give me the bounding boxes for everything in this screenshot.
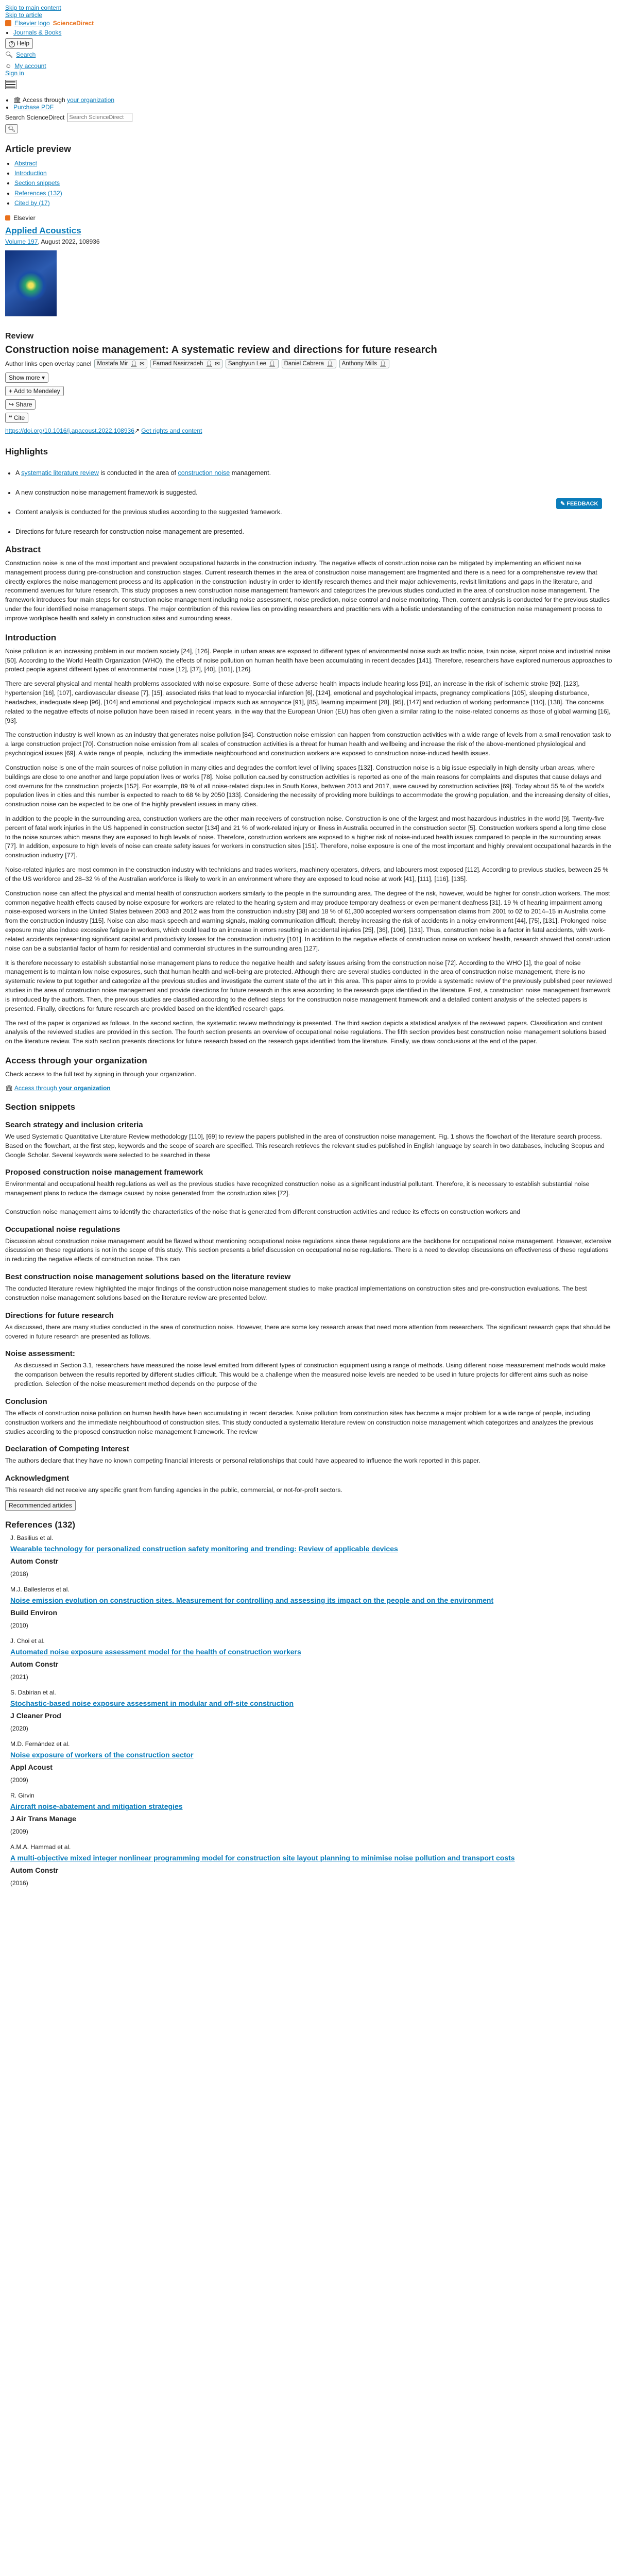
reference-authors: J. Basilius et al.	[10, 1534, 54, 1542]
author-link[interactable]	[226, 359, 279, 368]
search-input[interactable]	[67, 113, 132, 122]
brand-bar	[5, 20, 613, 27]
snippet-text: As discussed, there are many studies conducted in the area of construction noise. However, there are some key research areas that need more attention from researchers. The significant research gaps that should be covered in future research are presented as follows.	[5, 1323, 611, 1340]
author-link[interactable]	[94, 359, 147, 368]
highlight-text: Content analysis is conducted for the previous studies according to the suggested framework.	[15, 508, 282, 516]
article-title: Construction noise management: A systematic review and directions for future research	[5, 344, 437, 355]
chat-icon: ✎	[560, 501, 565, 507]
intro-paragraph: The construction industry is well known as an industry that generates noise pollution [84]. Construction noise emission can happen from construction activities with a wide range of levels from a small renovation task to a large construction project [70]. Construction noise emission from all scales of construction activities is a threat for human health and wellbeing and increase the risk of the above-mentioned physiological and psychological issues [69]. A wide range of people, including the immediate neighbourhood and construction workers are exposed to construction noise-induced health issues.	[5, 731, 611, 757]
highlight-link[interactable]: systematic literature review	[21, 469, 99, 477]
intro-paragraph: The rest of the paper is organized as follows. In the second section, the systematic review methodology is presented. The third section depicts a statistical analysis of the reviewed papers. Classification and content analysis of the reviewed studies are provided in this section. The fourth section presents an overview of occupational noise regulations. The fifth section provides best construction noise management solutions based on the literature review. The sixth section presents directions for future research based on the research gaps identified from the literature. Finally, we draw conclusions at the end of the paper.	[5, 1019, 607, 1045]
snippet	[5, 1168, 613, 1216]
snippet-text: As discussed in Section 3.1, researchers have measured the noise level emitted from different types of construction equipment using a range of methods. Using different noise measurement methods would make the comparison between the results reported by different studies difficult. This would be a challenge when the measured noise levels are needed to be used in future projects for different aims such as noise prediction. Selection of the noise measurement method depends on the purpose of the	[14, 1362, 606, 1388]
access-section-link-row	[5, 1084, 613, 1092]
reference-year: (2016)	[10, 1879, 28, 1887]
share-icon: ↪	[9, 400, 14, 408]
abstract-text: Construction noise is one of the most important and prevalent occupational hazards in the construction industry. The negative effects of construction noise can be mitigated by implementing an efficient noise management process during pre-construction and construction stages. Current research themes in the area of construction noise management are fragmented and there is a need for a comprehensive review that directly explores the noise management process and its application in the construction industry in order to identify research themes and their major achievements, revisit limitations and gaps in the literature, and recommend avenues for future research. This study proposes a new construction noise management framework and categorizes the previous studies conducted in the area of construction noise management. The framework introduces four main steps for construction noise management including noise assessment, noise prediction, noise control and noise monitoring. Then, content analysis is conducted for the previous studies under the four identified noise management steps. The major contribution of this review lies on providing researchers and practitioners with a holistic understanding of the construction noise management process to improve workplace health and safety in construction sites and surrounding areas.	[5, 559, 610, 622]
share-label: Share	[15, 400, 32, 408]
sciencedirect-wordmark: ScienceDirect	[53, 20, 94, 27]
reference-title-link[interactable]: Stochastic-based noise exposure assessment in modular and off-site construction	[10, 1699, 294, 1708]
elsevier-tree-icon	[5, 215, 10, 221]
doi-link[interactable]: https://doi.org/10.1016/j.apacoust.2022.108936	[5, 427, 134, 434]
reference-journal: J Air Trans Manage	[10, 1815, 76, 1823]
publisher-name: Elsevier	[13, 214, 36, 222]
snippet	[5, 1225, 613, 1264]
access-section-heading: Access through your organization	[5, 1056, 147, 1066]
author-name: Mostafa Mir	[97, 360, 128, 367]
reference-journal: Autom Constr	[10, 1866, 59, 1875]
my-account-link[interactable]: My account	[14, 62, 46, 70]
person-icon: 👤︎	[268, 361, 276, 367]
snippet-text: The conducted literature review highlighted the major findings of the construction noise management studies to make practical implementations on construction sites and pre-construction evaluations. The best construction noise management solutions based on the literature review are presented below.	[5, 1285, 587, 1301]
reference-item	[10, 1843, 613, 1887]
menu-icon	[6, 81, 15, 82]
references-list	[5, 1534, 613, 1887]
intro-paragraph: Noise pollution is an increasing problem in our modern society [24], [126]. People in urban areas are exposed to different types of environmental noise such as traffic noise, train noise, airport noise and industrial noise [50]. According to the World Health Organization (WHO), the effects of noise pollution on human health have been accumulating in recent decades [141]. Therefore, researchers have explored numerous approaches to protect people against different types of environmental noise [12], [37], [40], [101], [126].	[5, 647, 612, 673]
email-icon: ✉	[140, 361, 145, 367]
reference-authors: R. Girvin	[10, 1792, 35, 1800]
cite-label: Cite	[13, 414, 25, 421]
reference-title-link[interactable]: Wearable technology for personalized construction safety monitoring and trending: Review of applicable devices	[10, 1545, 398, 1553]
snippet-title: Best construction noise management solutions based on the literature review	[5, 1273, 291, 1282]
preview-references-link[interactable]: References (132)	[14, 189, 62, 197]
reference-journal: Autom Constr	[10, 1660, 59, 1669]
help-row	[5, 38, 613, 49]
highlight-item	[15, 484, 613, 496]
snippet	[5, 1445, 613, 1466]
author-link[interactable]	[150, 359, 222, 368]
snippet-title: Acknowledgment	[5, 1474, 70, 1483]
question-icon: ?	[9, 41, 15, 47]
elsevier-logo-text: Elsevier logo	[14, 20, 50, 27]
reference-year: (2009)	[10, 1828, 28, 1836]
snippet-title: Search strategy and inclusion criteria	[5, 1120, 143, 1129]
journal-title-link[interactable]: Applied Acoustics	[5, 225, 81, 235]
feedback-button[interactable]	[556, 498, 602, 509]
access-text: Access through	[22, 96, 67, 104]
intro-paragraph: Construction noise can affect the physical and mental health of construction workers similarly to the people in the surrounding area. The degree of the risk, however, would be higher for construction workers. The most common negative health effects caused by noise exposure for workers are related to the hearing system and may produce temporary deafness or even permanent deafness [31]. 19 % of hearing impairment among noise-exposed workers in the United States between 2003 and 2012 was from the construction industry [38] and 18 % of 61,300 accepted workers compensation claims from 2001 to 02 to 2014–15 in Australia come from the construction industry [115]. Noise can also mask speech and warning signals, making communication difficult, thereby increasing the risk of accidents in a noisy environment [44], [75], [131]. Prolonged noise exposure may also induce excessive fatigue in workers, which could lead to an increase in errors resulting in accidental injuries [25], [36], [106], [131]. Thus, construction noise is a factor in fatal accidents, with work-related accidents representing significant capital and productivity losses for the construction industry [101]. In addition to the negative effects of construction noise on workers' health, research showed that construction noise can be a substantial factor of harm for residential and commercial structures in the surrounding area [127].	[5, 889, 611, 952]
reference-authors: A.M.A. Hammad et al.	[10, 1843, 71, 1851]
author-link[interactable]	[339, 359, 389, 368]
journals-books-link[interactable]: Journals & Books	[13, 29, 62, 36]
highlight-text: management.	[230, 469, 271, 477]
snippet-text: The authors declare that they have no known competing financial interests or personal relationships that could have appeared to influence the work reported in this paper.	[5, 1457, 480, 1465]
snippet-title: Declaration of Competing Interest	[5, 1445, 129, 1454]
highlight-text: is conducted in the area of	[98, 469, 178, 477]
person-icon: 👤︎	[205, 361, 213, 367]
share-button[interactable]	[5, 399, 36, 410]
author-link[interactable]	[282, 359, 336, 368]
reference-authors: M.J. Ballesteros et al.	[10, 1586, 70, 1594]
author-name: Daniel Cabrera	[284, 360, 324, 367]
snippet-text: We used Systematic Quantitative Literature Review methodology [110], [69] to review the papers published in the area of construction noise management. Fig. 1 shows the flowchart of the literature search process. Based on the flowchart, at the first step, keywords and the scope of search are specified. This research retrieves the relevant studies published in English language by search in two databases, including Scopus and Google Scholar. Several keywords were selected to be searched in these	[5, 1132, 605, 1159]
search-icon: 🔍︎	[5, 51, 13, 58]
search-link[interactable]: Search	[16, 51, 36, 58]
highlight-text: A new construction noise management framework is suggested.	[15, 488, 198, 496]
access-section-text: Check access to the full text by signing in through your organization.	[5, 1071, 197, 1078]
mendeley-label: Add to Mendeley	[13, 387, 60, 395]
reference-year: (2021)	[10, 1673, 28, 1681]
preview-introduction-link[interactable]: Introduction	[14, 170, 47, 177]
reference-journal: Build Environ	[10, 1608, 57, 1617]
intro-paragraph: Construction noise is one of the main sources of noise pollution in many cities and degrades the comfort level of living spaces [132]. Construction noise is a big issue especially in high density urban areas, where buildings are close to one another and large population lives or works [78]. Noise pollution caused by construction activities is reported as one of the main reasons for complaints and disputes that cause delays and cost overruns for the construction projects [152]. For example, 89 % of all noise-related disputes in South Korea, between 2013 and 2017, were caused by construction activities [69]. Today about 55 % of the world's population lives in cities and this number is expected to reach to 68 % by 2050 [133]. Considering the necessity of providing more buildings to accommodate the growing population, and the increasing density of cities, construction noise can be expected to be one of the highly prevalent issues in many cities.	[5, 764, 611, 808]
institution-icon: 🏛︎	[13, 96, 22, 104]
reference-title-link[interactable]: Automated noise exposure assessment model for the health of construction workers	[10, 1648, 301, 1656]
reference-item	[10, 1586, 613, 1629]
access-org-link[interactable]: your organization	[66, 96, 115, 104]
author-name: Farnad Nasirzadeh	[152, 360, 203, 367]
person-icon: 👤︎	[130, 361, 138, 367]
skip-to-article-link[interactable]: Skip to article	[5, 11, 43, 19]
reference-item	[10, 1534, 613, 1578]
skip-to-main-link[interactable]: Skip to main content	[5, 4, 61, 11]
volume-details: , August 2022, 108936	[38, 238, 100, 245]
show-more-button[interactable]	[5, 372, 48, 383]
references-heading: References (132)	[5, 1520, 76, 1530]
highlight-link[interactable]: construction noise	[178, 469, 230, 477]
author-name: Anthony Mills	[341, 360, 377, 367]
reference-title-link[interactable]: Noise exposure of workers of the construction sector	[10, 1751, 194, 1759]
reference-title-link[interactable]: Noise emission evolution on construction sites. Measurement for controlling and assessing its impact on the people and on the environment	[10, 1596, 494, 1605]
snippet	[5, 1121, 613, 1160]
access-options	[5, 96, 613, 111]
institution-icon: 🏛︎	[5, 1084, 13, 1092]
doi-row	[5, 427, 613, 434]
reference-authors: J. Choi et al.	[10, 1637, 45, 1645]
purchase-pdf-link[interactable]: Purchase PDF	[13, 104, 54, 111]
intro-paragraph: Noise-related injuries are most common in the construction industry with technicians and trades workers, machinery operators, drivers, and labourers most exposed [112]. According to previous studies, between 25 % of the US workforce and 28–32 % of the Australian workforce is likely to work in an environment where they are exposed to loud noise at work [41], [111], [116], [135].	[5, 866, 609, 883]
sign-in-link[interactable]: Sign in	[5, 70, 24, 77]
top-nav	[5, 29, 613, 36]
reference-title-link[interactable]: A multi-objective mixed integer nonlinear programming model for construction site layout planning to minimise noise pollution and transport costs	[10, 1854, 515, 1862]
snippet-text: This research did not receive any specific grant from funding agencies in the public, commercial, or not-for-profit sectors.	[5, 1486, 342, 1494]
person-icon: 👤︎	[379, 361, 387, 367]
user-icon: ☺	[5, 62, 12, 70]
quote-icon: ❝	[9, 414, 12, 421]
intro-paragraph: There are several physical and mental health problems associated with noise exposure. Some of these adverse health impacts include hearing loss [91], an increase in the risk of ischemic stroke [92], [123], hypertension [16], [107], cardiovascular disease [7], [15], associated risks that lead to myocardial infarction [6], [124], emotional and psychological impacts, pregnancy complications [105], sleeping disturbance, headaches, inadequate sleep [96], [104] and emotional and psychological impacts such as annoyance [91], [85], learning impairment [28], [95], [147] and reduction of working performance [110], [138]. The concerns related to the negative effects of noise pollution have been raised in recent years, in the way that the European Union (EU) has often given a similar rating to the noise-related concerns as those of global warming [16], [93].	[5, 680, 611, 724]
reference-item	[10, 1689, 613, 1732]
snippet	[5, 1349, 613, 1388]
access-section-link[interactable]: Access through your organization	[14, 1084, 111, 1092]
reference-journal: Appl Acoust	[10, 1763, 53, 1772]
snippet	[5, 1474, 613, 1495]
snippet-text: Discussion about construction noise management would be flawed without mentioning occupational noise regulations since these regulations are the backbone for occupational noise management. However, extensive discussion on these regulations is not in the scope of this study. This section presents a brief discussion on occupational noise regulations. There is a need to develop discussions on effectiveness of these regulations in reducing the negative effects of construction noise. This can	[5, 1237, 612, 1263]
search-bar	[5, 113, 613, 122]
snippet-text: The effects of construction noise pollution on human health have been accumulating in recent decades. Noise pollution from construction sites has become a major problem for a wide range of people, including construction workers and the immediate neighbourhood of construction sites. This study conducted a systematic literature review on construction noise management which categorizes and analyzes the previous studies according to the proposed construction noise management framework. The review	[5, 1409, 593, 1435]
reference-item	[10, 1792, 613, 1835]
author-list	[5, 359, 613, 368]
help-label: Help	[16, 40, 30, 47]
intro-paragraph: In addition to the people in the surrounding area, construction workers are the other main receivers of construction noise. Construction is one of the largest and most hazardous industries in the world [9]. Twenty-five percent of fatal work injuries in the US happened in construction sector [134] and 21 % of work-related injury or illness in Australia occurred in the construction sector [5]. Construction workers spend a long time close to the noise sources which means they are exposed to high levels of noise. Therefore, construction workers are exposed to a higher risk of noise-induced health issues compared to people in the surrounding areas [77]. In addition, exposure to high levels of noise can create safety issues for workers in construction sites [151]. Therefore, noise exposure is one of the most important and highly prevalent occupational hazards in the construction industry [77].	[5, 815, 611, 859]
account-block	[5, 62, 613, 77]
search-submit-button[interactable]	[5, 124, 18, 133]
snippet-title: Proposed construction noise management framework	[5, 1168, 203, 1177]
publisher-logo	[5, 214, 613, 222]
preview-abstract-link[interactable]: Abstract	[14, 160, 38, 167]
highlight-item	[15, 464, 613, 477]
help-button[interactable]	[5, 38, 33, 49]
reference-title-link[interactable]: Aircraft noise-abatement and mitigation strategies	[10, 1802, 183, 1811]
search-submit-icon: 🔍︎	[8, 125, 16, 132]
person-icon: 👤︎	[325, 361, 334, 367]
reference-item	[10, 1637, 613, 1681]
abstract-heading: Abstract	[5, 544, 41, 554]
highlight-item	[15, 523, 613, 535]
snippet-text: Environmental and occupational health regulations as well as the previous studies have recognized construction noise as a significant industrial pollutant. Therefore, it is necessary to establish substantial noise management plans to reduce the damage caused by noise generated from the construction sites [72]. Construction noise management aims to identify the characteristics of the noise that is generated from different construction activities and reduce its effects on construction workers and	[5, 1180, 590, 1215]
cite-button[interactable]	[5, 413, 28, 423]
highlight-text: A	[15, 469, 22, 477]
snippet-title: Directions for future research	[5, 1311, 114, 1320]
author-name: Sanghyun Lee	[228, 360, 267, 367]
search-bar-label: Search ScienceDirect	[5, 114, 65, 121]
snippet	[5, 1311, 613, 1342]
chevron-down-icon: ▾	[42, 374, 45, 381]
preview-snippets-link[interactable]: Section snippets	[14, 179, 60, 187]
recommended-articles-button[interactable]: Recommended articles	[5, 1500, 76, 1511]
reference-year: (2009)	[10, 1776, 28, 1784]
snippet-title: Conclusion	[5, 1397, 47, 1406]
menu-button[interactable]	[5, 80, 16, 89]
reference-journal: Autom Constr	[10, 1557, 59, 1566]
article-preview-list	[5, 159, 613, 208]
reference-year: (2010)	[10, 1622, 28, 1630]
reference-authors: M.D. Fernández et al.	[10, 1740, 70, 1748]
email-icon: ✉	[215, 361, 220, 367]
rights-link[interactable]: Get rights and content	[141, 427, 202, 434]
highlights-heading: Highlights	[5, 446, 48, 456]
elsevier-logo-icon	[5, 20, 11, 26]
article-preview-heading: Article preview	[5, 144, 72, 154]
snippet	[5, 1397, 613, 1436]
plus-icon: +	[9, 387, 13, 395]
preview-cited-by-link[interactable]: Cited by (17)	[14, 199, 50, 207]
elsevier-logo-link[interactable]	[5, 20, 50, 27]
reference-year: (2018)	[10, 1570, 28, 1578]
snippet	[5, 1273, 613, 1303]
highlight-text: Directions for future research for construction noise management are presented.	[15, 528, 244, 535]
skip-links	[5, 4, 613, 19]
reference-authors: S. Dabirian et al.	[10, 1689, 56, 1697]
search-toggle[interactable]	[5, 51, 613, 58]
journal-cover-image[interactable]	[5, 250, 57, 316]
feedback-label: FEEDBACK	[566, 501, 598, 507]
reference-item	[10, 1740, 613, 1784]
add-to-mendeley-button[interactable]	[5, 386, 64, 396]
journal-volume	[5, 238, 613, 245]
reference-year: (2020)	[10, 1725, 28, 1733]
author-links-label: Author links open overlay panel	[5, 360, 92, 367]
highlight-item	[15, 503, 613, 516]
article-type: Review	[5, 331, 34, 341]
snippet-title: Occupational noise regulations	[5, 1225, 121, 1234]
highlights-list	[5, 464, 613, 535]
volume-link[interactable]: Volume 197	[5, 238, 38, 245]
introduction-heading: Introduction	[5, 632, 57, 642]
snippets-heading: Section snippets	[5, 1101, 76, 1112]
snippet-title: Noise assessment:	[5, 1349, 75, 1359]
show-more-label: Show more	[9, 374, 40, 381]
external-link-icon: ↗	[134, 427, 140, 434]
reference-journal: J Cleaner Prod	[10, 1711, 61, 1720]
intro-paragraph: It is therefore necessary to establish substantial noise management plans to reduce the negative health and safety issues arising from the construction noise [72]. According to the WHO [1], the goal of noise management is to maintain low noise exposures, such that human health and well-being are protected. Although there are several studies conducted in the area of construction noise management, there is no systematic review to put together and categorize all the previous studies and investigate the current state of the art in this area. This paper aims to provide a systematic review of the previously published peer reviewed studies in the area of construction noise management and provide directions for future research in this area according to the research gaps identified in the literature. First, a construction noise management framework is introduced by the authors. Then, the previous studies are classified according to the defined steps for the construction noise management framework and a detailed content analysis of the selected papers is presented. Finally, directions for future research are provided based on the identified research gaps.	[5, 959, 612, 1012]
